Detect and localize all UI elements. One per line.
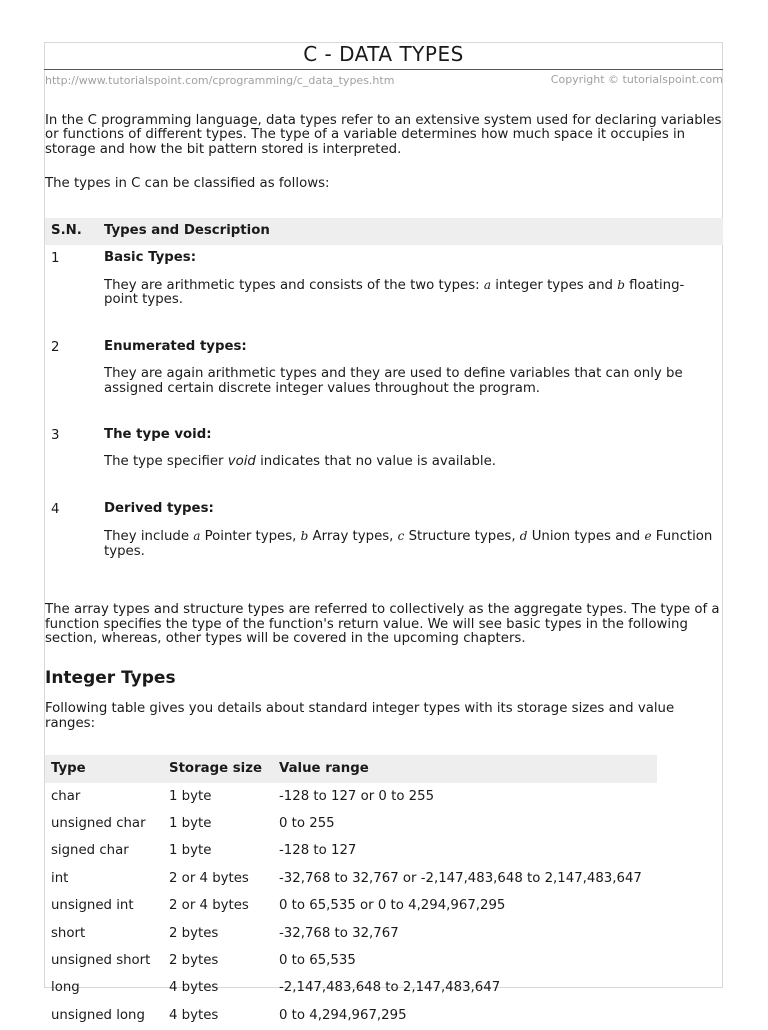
- type-cell: char: [51, 788, 81, 804]
- storage-size-cell: 1 byte: [169, 816, 212, 831]
- list-marker: b: [617, 278, 625, 293]
- title-divider: [44, 69, 723, 70]
- sn-cell: 4: [51, 501, 60, 517]
- type-name: The type void:: [104, 427, 212, 443]
- integer-types-table: [45, 755, 657, 1030]
- type-cell: unsigned short: [51, 952, 151, 968]
- aggregate-paragraph: The array types and structure types are referred to collectively as the aggregate types. The type of a function specifies the type of the function's return value. We will see basic types in the following section, whereas, other types will be covered in the upcoming chapters.: [45, 602, 720, 646]
- desc-text: They include: [104, 529, 194, 545]
- type-description: [104, 529, 717, 559]
- list-marker: b: [300, 529, 309, 544]
- type-cell: int: [51, 870, 69, 886]
- document-body: [45, 114, 723, 1030]
- table-row: [45, 245, 723, 334]
- type-name: Basic Types:: [104, 249, 197, 265]
- desc-text: indicates that no value is available.: [255, 454, 496, 470]
- value-range-cell: 0 to 4,294,967,295: [279, 1007, 407, 1023]
- copyright-notice: Copyright © tutorialspoint.com: [550, 73, 723, 86]
- type-cell: [98, 496, 723, 585]
- value-range-header: Value range: [273, 755, 657, 783]
- void-keyword: void: [227, 454, 256, 470]
- type-cell: unsigned char: [51, 816, 146, 831]
- page-title: C - DATA TYPES: [303, 42, 464, 66]
- value-range-cell: -32,768 to 32,767: [279, 925, 399, 941]
- integer-types-heading: Integer Types: [45, 668, 176, 689]
- sn-header: S.N.: [45, 218, 98, 245]
- value-range-cell: -128 to 127: [279, 843, 357, 859]
- storage-size-header: Storage size: [163, 755, 273, 783]
- list-marker: a: [483, 278, 492, 293]
- desc-text: Function types.: [104, 529, 713, 559]
- value-range-cell: -32,768 to 32,767 or -2,147,483,648 to 2,147,483,647: [279, 870, 642, 886]
- type-cell: short: [51, 925, 86, 941]
- integer-types-intro: Following table gives you details about standard integer types with its storage sizes and value ranges:: [45, 701, 675, 731]
- sn-cell: 2: [51, 339, 60, 355]
- sn-cell: 3: [51, 428, 60, 444]
- desc-text: floating-point types.: [104, 278, 685, 308]
- types-description-header: Types and Description: [98, 218, 723, 245]
- storage-size-cell: 2 bytes: [169, 925, 219, 941]
- value-range-cell: 0 to 65,535: [279, 952, 356, 968]
- storage-size-cell: 2 or 4 bytes: [169, 870, 249, 886]
- table-row: [45, 838, 657, 865]
- table-row: [45, 811, 657, 838]
- classification-paragraph: The types in C can be classified as follows:: [45, 176, 330, 192]
- desc-text: Union types and: [527, 529, 645, 545]
- source-url[interactable]: http://www.tutorialspoint.com/cprogramming/c_data_types.htm: [45, 74, 395, 87]
- types-table-header-row: [45, 218, 723, 245]
- type-cell: long: [51, 980, 80, 996]
- intro-paragraph: In the C programming language, data types refer to an extensive system used for declaring variables or functions of different types. The type of a variable determines how much space it occupies in storage and how the bit pattern stored is interpreted.: [45, 113, 722, 157]
- desc-text: Pointer types,: [200, 529, 301, 545]
- value-range-cell: -128 to 127 or 0 to 255: [279, 788, 435, 804]
- desc-text: The type specifier: [104, 454, 228, 470]
- type-cell: [98, 245, 723, 334]
- value-range-cell: 0 to 65,535 or 0 to 4,294,967,295: [279, 898, 506, 914]
- integer-table-header-row: [45, 755, 657, 783]
- storage-size-cell: 2 bytes: [169, 952, 219, 968]
- table-row: [45, 865, 657, 892]
- table-row: [45, 893, 657, 920]
- list-marker: d: [519, 529, 528, 544]
- type-cell: [98, 422, 723, 496]
- list-marker: a: [193, 529, 201, 544]
- desc-text: They are arithmetic types and consists of the two types:: [104, 278, 484, 294]
- type-description: [104, 455, 717, 469]
- type-description: They are again arithmetic types and they are used to define variables that can only be assigned certain discrete integer values throughout the program.: [104, 366, 683, 396]
- desc-text: Array types,: [308, 529, 398, 545]
- list-marker: c: [397, 529, 405, 544]
- storage-size-cell: 1 byte: [169, 843, 212, 859]
- table-row: [45, 783, 657, 810]
- type-cell: unsigned long: [51, 1007, 145, 1023]
- desc-text: Structure types,: [404, 529, 520, 545]
- sn-cell: 1: [51, 250, 60, 266]
- table-row: [45, 422, 723, 496]
- type-description: [104, 278, 717, 308]
- list-marker: e: [644, 529, 652, 544]
- storage-size-cell: 4 bytes: [169, 1007, 219, 1023]
- type-cell: [98, 334, 723, 422]
- storage-size-cell: 4 bytes: [169, 980, 219, 996]
- table-row: [45, 920, 657, 947]
- storage-size-cell: 2 or 4 bytes: [169, 898, 249, 914]
- type-header: Type: [45, 755, 163, 783]
- type-cell: unsigned int: [51, 898, 134, 914]
- desc-text: integer types and: [491, 278, 618, 294]
- value-range-cell: 0 to 255: [279, 816, 335, 831]
- table-row: [45, 334, 723, 422]
- type-name: Enumerated types:: [104, 338, 247, 354]
- value-range-cell: -2,147,483,648 to 2,147,483,647: [279, 980, 501, 996]
- types-table: [45, 218, 723, 585]
- type-cell: signed char: [51, 843, 129, 859]
- table-row: [45, 496, 723, 585]
- table-row: [45, 947, 657, 974]
- table-row: [45, 975, 657, 1002]
- type-name: Derived types:: [104, 500, 214, 516]
- storage-size-cell: 1 byte: [169, 788, 212, 804]
- table-row: [45, 1002, 657, 1029]
